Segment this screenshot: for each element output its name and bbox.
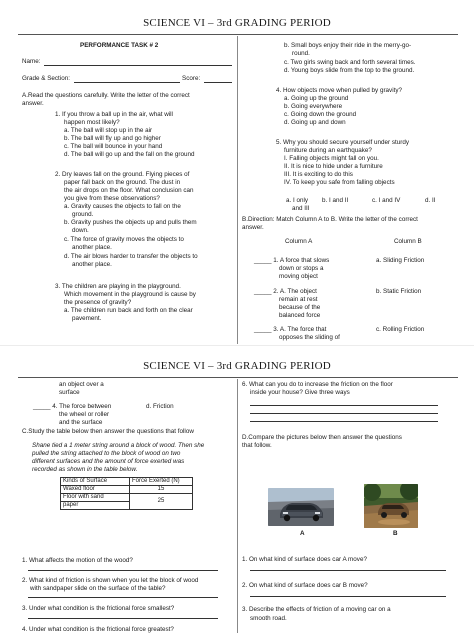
question-1-choice: a. The ball will stop up in the air <box>64 127 153 134</box>
question-2-choice: down. <box>72 227 89 234</box>
match-item-3: opposes the sliding of <box>279 334 340 341</box>
question-4-choice: a. Going up the ground <box>284 95 349 102</box>
column-divider <box>237 379 238 633</box>
question-d1: 1. On what kind of surface does car A move? <box>242 556 367 563</box>
name-field[interactable] <box>44 65 232 66</box>
question-2-text: paper fall back on the ground. The dust in <box>64 179 181 186</box>
match-item-3: _____ 3. A. The force that <box>254 326 327 333</box>
table-cell: paper <box>61 502 130 510</box>
answer-line[interactable] <box>250 405 438 406</box>
question-6-text: 6. What can you do to increase the friction on the floor <box>242 381 393 388</box>
question-2-choice: a. Gravity causes the objects to fall on the <box>64 203 181 210</box>
answer-line[interactable] <box>28 618 218 619</box>
table-cell: Waxed floor <box>61 486 130 494</box>
match-item-1: down or stops a <box>279 265 324 272</box>
question-2-choice: b. Gravity pushes the objects up and pulls them <box>64 219 197 226</box>
question-1-choice: b. The ball will fly up and go higher <box>64 135 161 142</box>
answer-line[interactable] <box>250 596 446 597</box>
table-header: Kinds of Surface <box>61 478 130 486</box>
story-line: Shane tied a 1 meter string around a block of wood. Then she <box>32 442 205 449</box>
question-5-choice: a. I only <box>286 197 309 204</box>
question-2-text: 2. Dry leaves fall on the ground. Flying pieces of <box>55 171 190 178</box>
table-cell: 15 <box>130 486 193 494</box>
question-c2: 2. What kind of friction is shown when you let the block of wood <box>22 577 199 584</box>
question-c2: with sandpaper slide on the surface of the table? <box>30 585 166 592</box>
question-4-text: 4. How objects move when pulled by gravity? <box>276 87 403 94</box>
header-rule <box>18 34 458 35</box>
table-header: Force Exerted (N) <box>130 478 193 486</box>
column-b-heading: Column B <box>394 238 422 245</box>
question-5-text: 5. Why you should secure yourself under sturdy <box>276 139 410 146</box>
question-3-text: the presence of gravity? <box>64 299 132 306</box>
question-3-choice: c. Two girls swing back and forth several times. <box>284 59 416 66</box>
question-5-choice: b. I and II <box>322 197 349 204</box>
table-row <box>61 486 193 494</box>
story-line: recorded as shown in the table below. <box>32 466 138 473</box>
story-line: different surfaces and the amount of force exerted was <box>32 458 185 465</box>
question-3-choice: b. Small boys enjoy their ride in the merry-go- <box>284 42 412 49</box>
question-2-text: you give from these observations? <box>64 195 160 202</box>
match-item-1: moving object <box>279 273 318 280</box>
answer-line[interactable] <box>28 597 218 598</box>
question-2-choice: ground. <box>72 211 94 218</box>
match-choice-b: b. Static Friction <box>376 288 422 295</box>
column-a-heading: Column A <box>285 238 313 245</box>
worksheet-page-2 <box>0 345 474 633</box>
question-d3: 3. Describe the effects of friction of a moving car on a <box>242 606 391 613</box>
directions-a-line: A.Read the questions carefully. Write the letter of the correct <box>22 92 190 99</box>
question-c1: 1. What affects the motion of the wood? <box>22 557 133 564</box>
question-5-choice: d. II <box>425 197 436 204</box>
match-item-1: _____ 1. A force that slows <box>254 257 330 264</box>
question-1-text: happen most likely? <box>64 119 120 126</box>
question-6-text: inside your house? Give three ways <box>250 389 350 396</box>
match-choice-c: c. Rolling Friction <box>376 326 425 333</box>
question-3-choice: d. Young boys slide from the top to the ground. <box>284 67 415 74</box>
match-item-2: _____ 2. A. The object <box>254 288 317 295</box>
answer-line[interactable] <box>250 413 438 414</box>
answer-line[interactable] <box>250 421 438 422</box>
match-item-2: remain at rest <box>279 296 318 303</box>
question-2-choice: d. The air blows harder to transfer the objects to <box>64 253 198 260</box>
page-header-title: SCIENCE VI – 3rd GRADING PERIOD <box>143 17 331 29</box>
page-header-title: SCIENCE VI – 3rd GRADING PERIOD <box>143 360 331 372</box>
picture-label-b: B <box>393 530 398 537</box>
column-divider <box>237 36 238 344</box>
question-4-choice: c. Going down the ground <box>284 111 357 118</box>
table-cell: Floor with sand <box>61 494 130 502</box>
question-1-text: 1. If you throw a ball up in the air, what will <box>55 111 173 118</box>
question-1-choice: d. The ball will go up and the fall on the ground <box>64 151 195 158</box>
answer-line[interactable] <box>250 570 446 571</box>
directions-d-line: D.Compare the pictures below then answer the questions <box>242 434 402 441</box>
header-rule <box>18 377 458 378</box>
question-3-text: 3. The children are playing in the playground. <box>55 283 181 290</box>
score-label: Score: <box>182 75 201 82</box>
score-field[interactable] <box>204 82 232 83</box>
question-2-text: the air drops on the floor. What conclusion can <box>64 187 194 194</box>
question-4-choice: d. Going up and down <box>284 119 346 126</box>
question-3-choice: round. <box>292 50 310 57</box>
question-3-text: Which movement in the playground is cause by <box>64 291 196 298</box>
match-item-4: _____ 4. The force between <box>33 403 112 410</box>
question-5-option: IV. To keep you safe from falling objects <box>284 179 395 186</box>
question-5-option: I. Falling objects might fall on you. <box>284 155 379 162</box>
question-c4: 4. Under what condition is the frictional force greatest? <box>22 626 174 633</box>
question-3-choice: a. The children run back and forth on the clear <box>64 307 193 314</box>
table-row <box>61 494 193 502</box>
story-line: pulled the string attached to the block of wood on two <box>32 450 181 457</box>
answer-line[interactable] <box>28 570 218 571</box>
match-item-3: surface <box>59 389 80 396</box>
match-item-4: and the surface <box>59 419 103 426</box>
directions-b-line: B.Direction: Match Column A to B. Write the letter of the correct <box>242 216 418 223</box>
match-item-2: because of the <box>279 304 321 311</box>
question-2-choice: another place. <box>72 244 112 251</box>
match-choice-d: d. Friction <box>146 403 174 410</box>
question-5-choice: c. I and IV <box>372 197 401 204</box>
question-d3: smooth road. <box>250 615 287 622</box>
name-label: Name: <box>22 58 41 65</box>
force-table <box>60 477 193 510</box>
picture-label-a: A <box>300 530 305 537</box>
task-title: PERFORMANCE TASK # 2 <box>80 42 159 49</box>
question-5-text: furniture during an earthquake? <box>284 147 372 154</box>
question-2-choice: another place. <box>72 261 112 268</box>
match-item-2: balanced force <box>279 312 321 319</box>
question-c3: 3. Under what condition is the frictional force smallest? <box>22 605 175 612</box>
match-choice-a: a. Sliding Friction <box>376 257 425 264</box>
question-5-choice: and III <box>292 205 310 212</box>
table-cell: 25 <box>130 494 193 510</box>
grade-section-label: Grade & Section: <box>22 75 70 82</box>
directions-a-line: answer. <box>22 100 44 107</box>
question-5-option: II. It is nice to hide under a furniture <box>284 163 383 170</box>
match-item-3: an object over a <box>59 381 104 388</box>
question-4-choice: b. Going everywhere <box>284 103 343 110</box>
question-d2: 2. On what kind of surface does car B move? <box>242 582 368 589</box>
car-b-photo <box>364 484 418 528</box>
directions-c: C.Study the table below then answer the questions that follow <box>22 428 194 435</box>
directions-d-line: that follow. <box>242 442 272 449</box>
question-5-option: III. It is exciting to do this <box>284 171 353 178</box>
question-2-choice: c. The force of gravity moves the objects to <box>64 236 184 243</box>
question-3-choice: pavement. <box>72 315 102 322</box>
grade-section-field[interactable] <box>74 82 180 83</box>
directions-b-line: answer. <box>242 224 264 231</box>
question-1-choice: c. The ball will bounce in your hand <box>64 143 163 150</box>
car-a-photo <box>268 488 334 526</box>
match-item-4: the wheel or roller <box>59 411 110 418</box>
